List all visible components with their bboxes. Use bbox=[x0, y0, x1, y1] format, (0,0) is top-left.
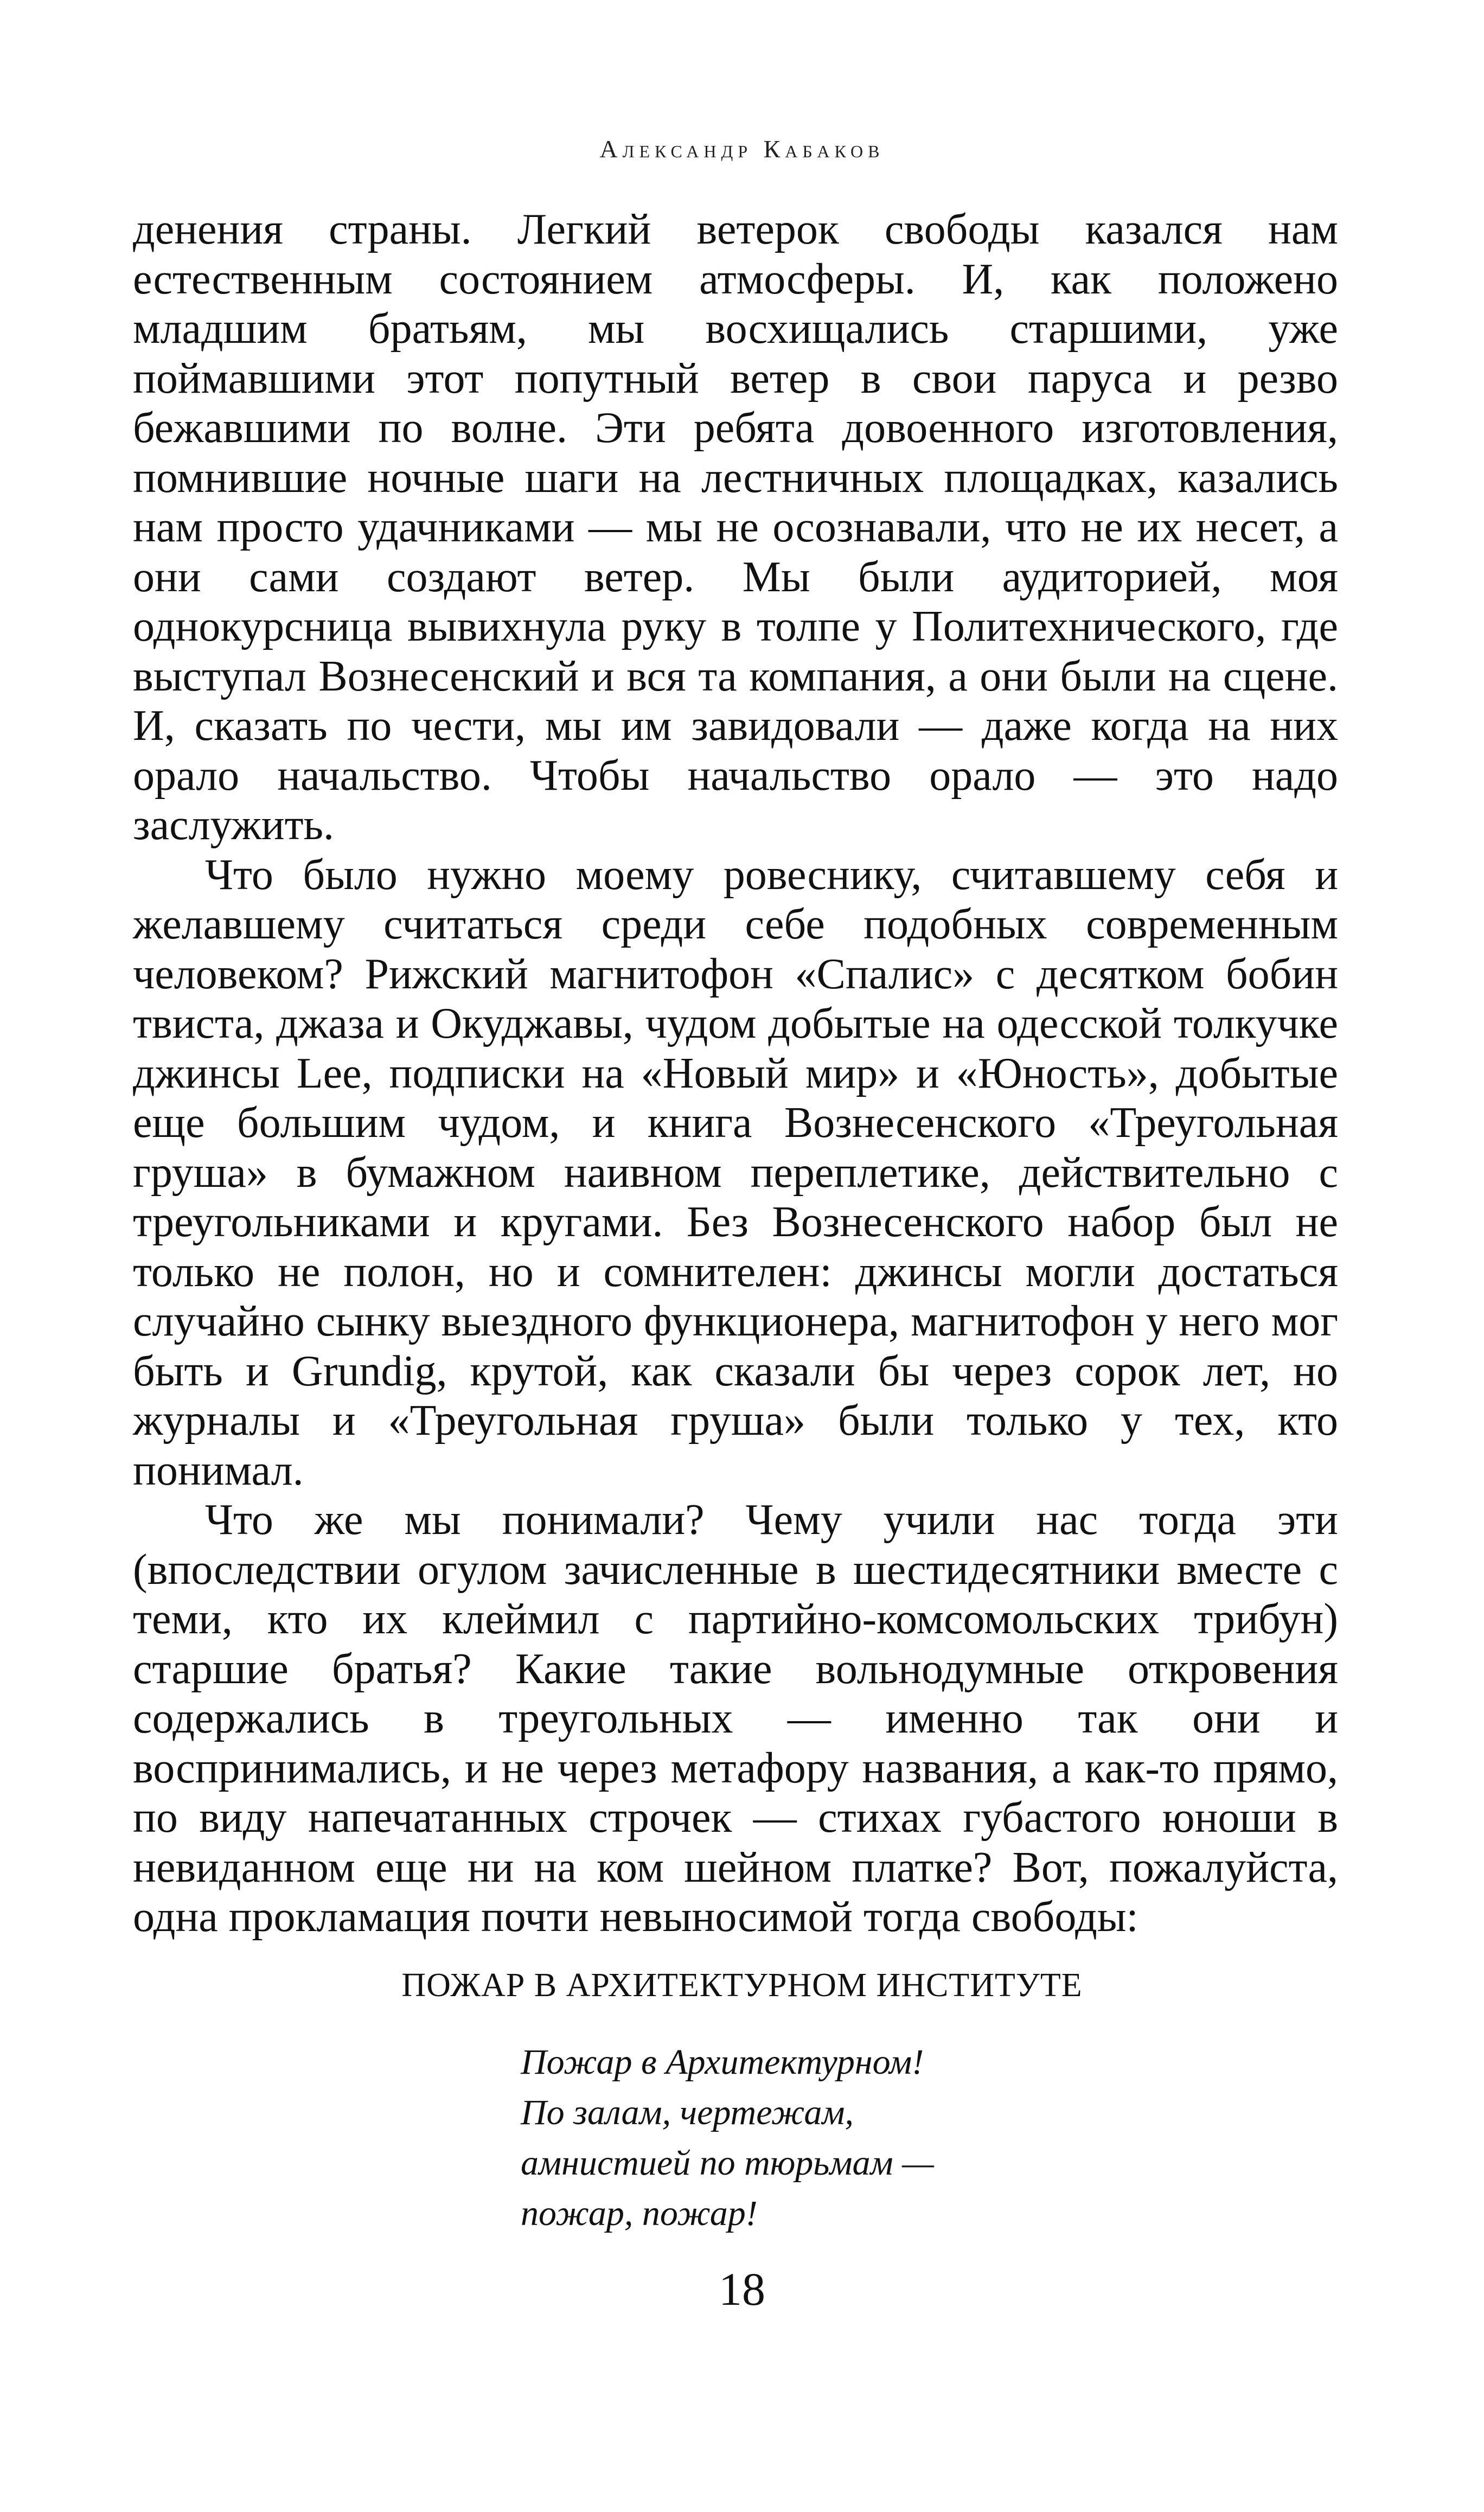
paragraph-3: Что же мы понимали? Чему учили нас тогда эти (впоследствии огулом зачисленные в шестидесятники вместе с теми, кто их клеймил с партийно-комсомольских трибун) старшие братья? Какие такие вольнодумные откровения содержались в треугольных — именно так они и воспринимались, и не через метафору названия, а как-то прямо, по виду напечатанных строчек — стихах губастого юноши в невиданном еще ни на ком шейном платке? Вот, пожалуйста, одна прокламация почти невыносимой тогда свободы: bbox=[133, 1496, 1338, 1941]
paragraph-2: Что было нужно моему ровеснику, считавшему себя и желавшему считаться среди себе подобных современным человеком? Рижский магнитофон «Спалис» с десятком бобин твиста, джаза и Окуджавы, чудом добытые на одесской толкучке джинсы Lee, подписки на «Новый мир» и «Юность», добытые еще большим чудом, и книга Вознесенского «Треугольная груша» в бумажном наивном переплетике, действительно с треугольниками и кругами. Без Вознесенского набор был не только не полон, но и сомнителен: джинсы могли достаться случайно сынку выездного функционера, магнитофон у него мог быть и Grundig, крутой, как сказали бы через сорок лет, но журналы и «Треугольная груша» были только у тех, кто понимал. bbox=[133, 851, 1338, 1494]
poem-line-1: Пожар в Архитектурном! bbox=[521, 2042, 924, 2082]
running-head: Александр Кабаков bbox=[599, 135, 885, 163]
poem-stanza bbox=[521, 2037, 1280, 2239]
poem-line-4: пожар, пожар! bbox=[521, 2194, 758, 2233]
poem-line-3: амнистией по тюрьмам — bbox=[521, 2143, 934, 2183]
body-text bbox=[133, 205, 1338, 1942]
paragraph-1: денения страны. Легкий ветерок свободы казался нам естественным состоянием атмосферы. И, как положено младшим братьям, мы восхищались старшими, уже поймавшими этот попутный ветер в свои паруса и резво бежавшими по волне. Эти ребята довоенного изготовления, помнившие ночные шаги на лестничных площадках, казались нам просто удачниками — мы не осознавали, что не их несет, а они сами создают ветер. Мы были аудиторией, моя однокурсница вывихнула руку в толпе у Политехнического, где выступал Вознесенский и вся та компания, а они были на сцене. И, сказать по чести, мы им завидовали — даже когда на них орало начальство. Чтобы начальство орало — это надо заслужить. bbox=[133, 206, 1338, 849]
poem-line-2: По залам, чертежам, bbox=[521, 2093, 854, 2132]
page-number: 18 bbox=[719, 2263, 765, 2315]
poem-title: ПОЖАР В АРХИТЕКТУРНОМ ИНСТИТУТЕ bbox=[401, 1967, 1083, 2004]
